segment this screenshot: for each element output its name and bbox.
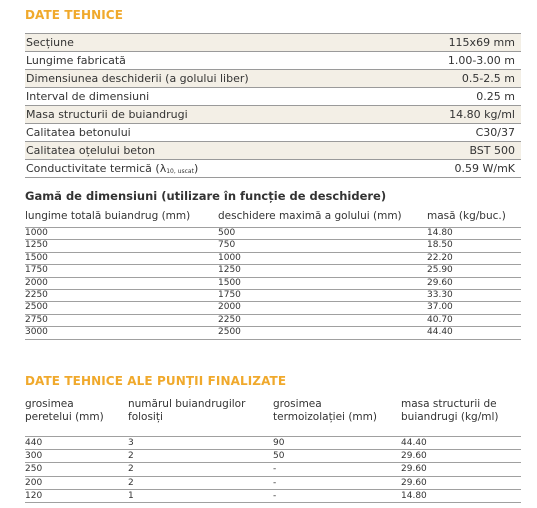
row-value: 0.25 m xyxy=(476,90,515,103)
row-label-main: Conductivitate termică (λ xyxy=(26,162,167,175)
table-row xyxy=(25,264,521,276)
table-row xyxy=(25,239,521,251)
table-cell: 2250 xyxy=(218,314,241,325)
table-row xyxy=(25,326,521,339)
row-label: Dimensiunea deschiderii (a golului liber) xyxy=(26,72,249,85)
column-header: deschidere maximă a golului (mm) xyxy=(218,210,402,222)
technical-data-table xyxy=(25,33,521,178)
table-row xyxy=(25,227,521,239)
table-cell: 1000 xyxy=(218,252,241,263)
table-cell: 1750 xyxy=(25,265,48,276)
table-cell: 2 xyxy=(128,464,134,475)
table-row xyxy=(25,301,521,313)
row-label-subscript: 10, uscat xyxy=(166,168,194,175)
table-row xyxy=(25,314,521,326)
table-cell: 2000 xyxy=(218,302,241,313)
table-cell: 29.60 xyxy=(401,477,427,488)
table-cell: 44.40 xyxy=(401,438,427,448)
column-header: numărul buiandrugilor folosiți xyxy=(128,398,246,423)
table-cell: 1500 xyxy=(25,252,48,263)
table-cell: 18.50 xyxy=(427,240,453,251)
table-row xyxy=(25,123,521,141)
table-row xyxy=(25,476,521,489)
table-row xyxy=(25,159,521,178)
table-row xyxy=(25,449,521,462)
column-header: grosimea termoizolației (mm) xyxy=(273,398,377,423)
column-header: masa structurii de buiandrugi (kg/ml) xyxy=(401,398,499,423)
table-cell: 2750 xyxy=(25,314,48,325)
table-cell: 29.60 xyxy=(401,451,427,462)
row-value: 0.59 W/mK xyxy=(454,162,515,175)
dimension-range-header xyxy=(25,208,521,224)
table-row xyxy=(25,69,521,87)
table-row xyxy=(25,87,521,105)
table-cell: 50 xyxy=(273,451,285,462)
table-cell: 500 xyxy=(218,228,236,238)
table-cell: - xyxy=(273,477,277,488)
table-cell: - xyxy=(273,490,277,501)
table-row xyxy=(25,51,521,69)
table-cell: 2 xyxy=(128,477,134,488)
table-cell: 29.60 xyxy=(401,464,427,475)
table-row xyxy=(25,277,521,289)
table-cell: 1250 xyxy=(218,265,241,276)
technical-data-heading: DATE TEHNICE xyxy=(25,8,124,22)
table-cell: 1500 xyxy=(218,277,241,288)
row-label: Secțiune xyxy=(26,36,74,49)
table-cell: 120 xyxy=(25,490,43,501)
dimension-range-heading: Gamă de dimensiuni (utilizare în funcție de deschidere) xyxy=(25,189,387,203)
table-cell: 90 xyxy=(273,438,285,448)
table-cell: 1750 xyxy=(218,289,241,300)
dimension-range-table xyxy=(25,227,521,340)
row-value: BST 500 xyxy=(469,144,515,157)
finished-slab-heading: DATE TEHNICE ALE PUNȚII FINALIZATE xyxy=(25,374,287,388)
row-label: Masa structurii de buiandrugi xyxy=(26,108,188,121)
column-header: masă (kg/buc.) xyxy=(427,210,506,222)
table-cell: 2250 xyxy=(25,289,48,300)
table-cell: 22.20 xyxy=(427,252,453,263)
table-cell: 2500 xyxy=(218,327,241,338)
table-cell: 40.70 xyxy=(427,314,453,325)
row-value: 115x69 mm xyxy=(448,36,515,49)
table-cell: 2000 xyxy=(25,277,48,288)
row-label xyxy=(25,162,198,175)
table-row xyxy=(25,462,521,475)
row-label: Lungime fabricată xyxy=(26,54,126,67)
table-cell: 33.30 xyxy=(427,289,453,300)
table-cell: 2500 xyxy=(25,302,48,313)
table-cell: 250 xyxy=(25,464,43,475)
table-cell: 2 xyxy=(128,451,134,462)
table-row xyxy=(25,252,521,264)
table-cell: 44.40 xyxy=(427,327,453,338)
table-cell: 14.80 xyxy=(401,490,427,501)
table-row xyxy=(25,289,521,301)
table-cell: 3000 xyxy=(25,327,48,338)
table-row xyxy=(25,33,521,51)
row-label: Calitatea betonului xyxy=(26,126,131,139)
column-header: grosimea peretelui (mm) xyxy=(25,398,104,423)
table-cell: 300 xyxy=(25,451,43,462)
table-cell: 1 xyxy=(128,490,134,501)
table-cell: 3 xyxy=(128,438,134,448)
table-cell: 37.00 xyxy=(427,302,453,313)
table-row xyxy=(25,436,521,449)
row-label: Interval de dimensiuni xyxy=(26,90,150,103)
row-label-end: ) xyxy=(193,162,199,175)
table-cell: 14.80 xyxy=(427,228,453,238)
table-cell: 750 xyxy=(218,240,236,251)
table-cell: 29.60 xyxy=(427,277,453,288)
table-row xyxy=(25,489,521,503)
table-cell: 440 xyxy=(25,438,43,448)
row-value: 14.80 kg/ml xyxy=(449,108,515,121)
finished-slab-table xyxy=(25,436,521,503)
row-value: 0.5-2.5 m xyxy=(461,72,515,85)
row-label: Calitatea oțelului beton xyxy=(26,144,156,157)
row-value: 1.00-3.00 m xyxy=(447,54,515,67)
table-row xyxy=(25,141,521,159)
table-cell: 200 xyxy=(25,477,43,488)
row-value: C30/37 xyxy=(475,126,515,139)
table-cell: 25.90 xyxy=(427,265,453,276)
table-cell: 1250 xyxy=(25,240,48,251)
table-cell: - xyxy=(273,464,277,475)
table-cell: 1000 xyxy=(25,228,48,238)
table-row xyxy=(25,105,521,123)
column-header: lungime totală buiandrug (mm) xyxy=(25,210,191,222)
